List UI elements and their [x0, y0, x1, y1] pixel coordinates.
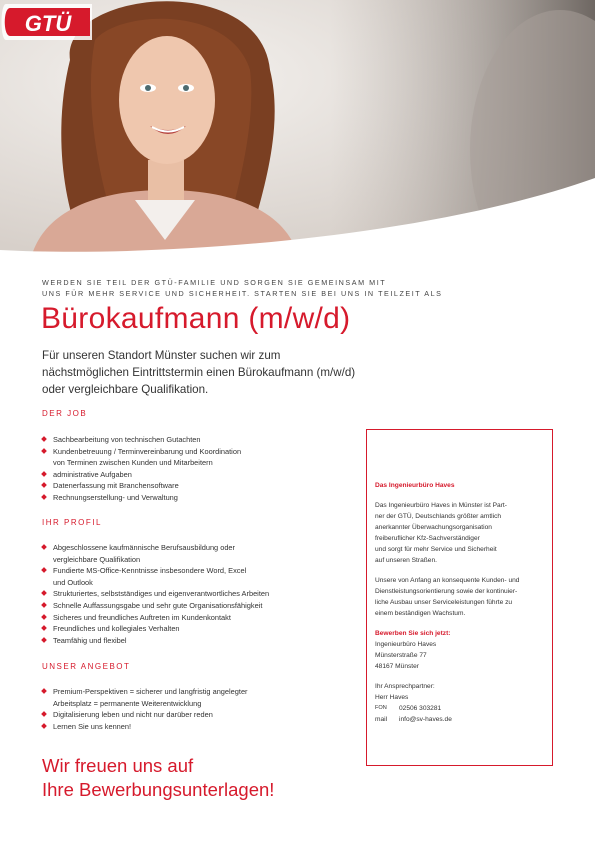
bullet-diamond-icon [41, 448, 47, 454]
mail-address[interactable]: info@sv-haves.de [399, 716, 452, 723]
intro-line: UNS FÜR MEHR SERVICE UND SICHERHEIT. STARTEN SIE BEI UNS IN TEILZEIT ALS [42, 289, 443, 298]
bullet-diamond-icon [41, 625, 47, 631]
closing-line: Ihre Bewerbungsunterlagen! [42, 779, 275, 800]
bullet-diamond-icon [41, 637, 47, 643]
list-item: Rechnungserstellung- und Verwaltung [42, 492, 342, 504]
company-address: Ingenieurbüro Haves Münsterstraße 77 48167 Münster [375, 641, 437, 670]
logo-text: GTÜ [24, 11, 72, 36]
section-heading-job: DER JOB [42, 409, 88, 418]
hero-photo [0, 0, 595, 262]
bullet-diamond-icon [41, 494, 47, 500]
section-heading-offer: UNSER ANGEBOT [42, 662, 131, 671]
phone-row [375, 703, 550, 714]
contact-name: Herr Haves [375, 694, 409, 701]
apply-heading: Bewerben Sie sich jetzt: [375, 630, 451, 637]
bullet-diamond-icon [41, 567, 47, 573]
company-heading: Das Ingenieurbüro Haves [375, 482, 455, 489]
company-about: Das Ingenieurbüro Haves in Münster ist Part- ner der GTÜ, Deutschlands größter amtlich anerkannter Überwachungsorganisation freiberuflicher Kfz-Sachverständiger und sorgt für mehr Service und Sicherheit auf unseren Straßen. [375, 502, 507, 564]
section-heading-profile: IHR PROFIL [42, 518, 102, 527]
list-item: Fundierte MS-Office-Kenntnisse insbesondere Word, Excel und Outlook [42, 565, 342, 588]
list-item: administrative Aufgaben [42, 469, 342, 481]
lead-text [42, 347, 422, 398]
bullet-diamond-icon [41, 688, 47, 694]
list-item: Sicheres und freundliches Auftreten im Kundenkontakt [42, 612, 342, 624]
job-title: Bürokaufmann (m/w/d) [41, 302, 351, 335]
list-item: Kundenbetreuung / Terminvereinbarung und Koordination von Terminen zwischen Kunden und Mitarbeitern [42, 446, 342, 469]
contact-label: Ihr Ansprechpartner: [375, 683, 435, 690]
lead-line: nächstmöglichen Eintrittstermin einen Bürokaufmann (m/w/d) [42, 366, 356, 379]
bullet-diamond-icon [41, 723, 47, 729]
offer-list [42, 686, 342, 732]
mail-label: mail [375, 716, 388, 723]
bullet-diamond-icon [41, 591, 47, 597]
list-item: Sachbearbeitung von technischen Gutachten [42, 434, 342, 446]
phone-label: FON [375, 705, 387, 711]
mail-row [375, 714, 550, 725]
list-item: Digitalisierung leben und nicht nur darüber reden [42, 709, 342, 721]
bullet-diamond-icon [41, 711, 47, 717]
bullet-diamond-icon [41, 436, 47, 442]
gtu-logo [0, 0, 95, 44]
list-item: Strukturiertes, selbstständiges und eigenverantwortliches Arbeiten [42, 588, 342, 600]
phone-number[interactable]: 02506 303281 [399, 705, 442, 712]
company-about-2: Unsere von Anfang an konsequente Kunden- und Dienstleistungsorientierung sowie der kontinuier- liche Ausbau unser Serviceleistungen führte zu einem beständigen Wachstum. [375, 577, 520, 617]
list-item: Teamfähig und flexibel [42, 635, 342, 647]
list-item: Premium-Perspektiven = sicherer und langfristig angelegter Arbeitsplatz = permanente Weiterentwicklung [42, 686, 342, 709]
list-item: Abgeschlossene kaufmännische Berufsausbildung oder vergleichbare Qualifikation [42, 542, 342, 565]
company-info-content [375, 480, 550, 725]
lead-line: Für unseren Standort Münster suchen wir zum [42, 349, 281, 362]
intro-text [42, 277, 443, 299]
profile-list [42, 542, 342, 646]
bullet-diamond-icon [41, 614, 47, 620]
job-list [42, 434, 342, 504]
bullet-diamond-icon [41, 602, 47, 608]
closing-text [42, 754, 274, 802]
list-item: Schnelle Auffassungsgabe und sehr gute Organisationsfähigkeit [42, 600, 342, 612]
company-info-box [366, 429, 553, 766]
list-item: Freundliches und kollegiales Verhalten [42, 623, 342, 635]
intro-line: WERDEN SIE TEIL DER GTÜ-FAMILIE UND SORGEN SIE GEMEINSAM MIT [42, 278, 387, 287]
list-item: Datenerfassung mit Branchensoftware [42, 480, 342, 492]
bullet-diamond-icon [41, 471, 47, 477]
closing-line: Wir freuen uns auf [42, 755, 194, 776]
lead-line: oder vergleichbare Qualifikation. [42, 383, 209, 396]
list-item: Lernen Sie uns kennen! [42, 721, 342, 733]
bullet-diamond-icon [41, 544, 47, 550]
bullet-diamond-icon [41, 483, 47, 489]
